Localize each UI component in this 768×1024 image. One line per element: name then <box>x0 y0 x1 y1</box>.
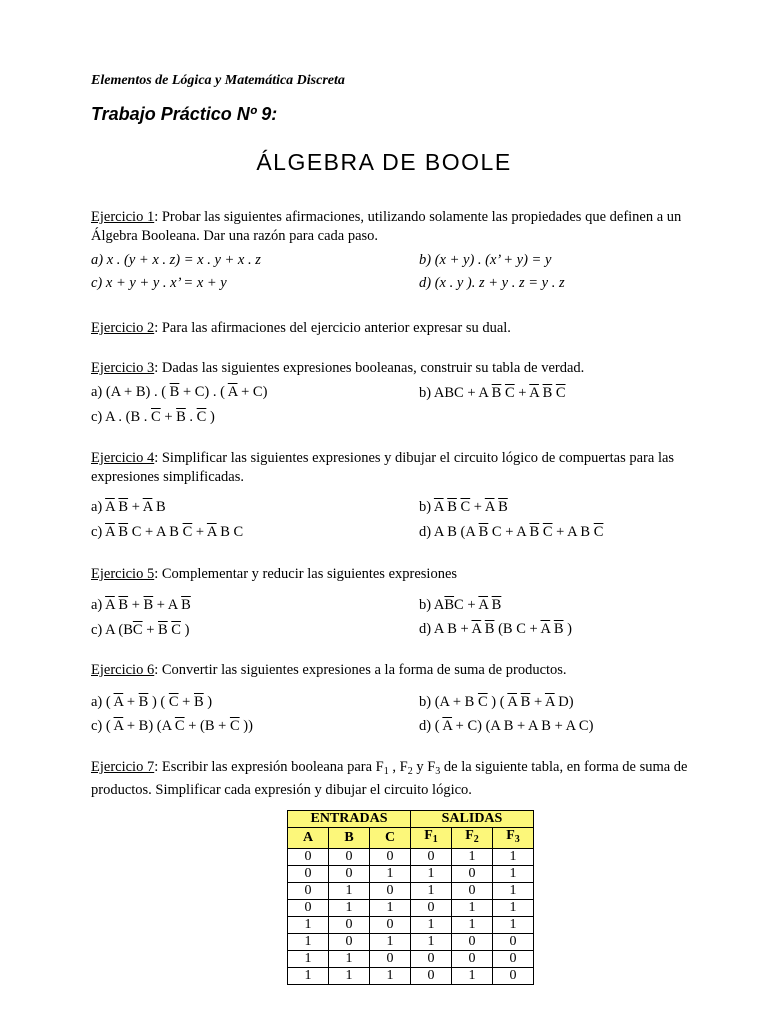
table-cell: 0 <box>452 866 493 883</box>
exercise-5-item-c: c) A (BC + B C ) <box>91 622 190 638</box>
exercise-4-item-a: a) A B + A B <box>91 499 166 515</box>
exercise-3-item-b: b) ABC + A B C + A B C <box>419 385 566 401</box>
col-b: B <box>329 828 370 849</box>
table-cell: 0 <box>288 849 329 866</box>
table-cell: 0 <box>370 917 411 934</box>
table-cell: 1 <box>288 968 329 985</box>
truth-table-body <box>288 849 534 985</box>
table-cell: 1 <box>288 934 329 951</box>
exercise-1-label: Ejercicio 1 <box>91 209 155 225</box>
exercise-1-item-d: d) (x . y ). z + y . z = y . z <box>419 275 565 291</box>
exercise-3-label: Ejercicio 3 <box>91 360 155 376</box>
exercise-4-item-d: d) A B (A B C + A B C + A B C <box>419 524 604 540</box>
table-cell: 1 <box>411 883 452 900</box>
exercise-5-item-b: b) ABC + A B <box>419 597 502 613</box>
table-cell: 0 <box>370 951 411 968</box>
col-f3-letter: F <box>506 828 515 843</box>
table-cell: 0 <box>370 883 411 900</box>
table-row <box>288 917 534 934</box>
exercise-1-item-b: b) (x + y) . (x’ + y) = y <box>419 252 552 268</box>
table-cell: 1 <box>452 917 493 934</box>
table-row <box>288 900 534 917</box>
exercise-7-sub-3: 3 <box>435 766 441 777</box>
table-cell: 1 <box>493 866 534 883</box>
table-cell: 1 <box>452 900 493 917</box>
exercise-2-statement <box>91 319 701 338</box>
col-f3-sub: 3 <box>514 834 520 845</box>
exercise-7-text-pre: : Escribir las expresión booleana para F <box>154 759 384 775</box>
exercise-7-sub-1: 1 <box>383 766 389 777</box>
table-cell: 1 <box>329 951 370 968</box>
table-cell: 1 <box>288 917 329 934</box>
course-title: Elementos de Lógica y Matemática Discreta <box>91 73 345 88</box>
col-c: C <box>370 828 411 849</box>
table-cell: 0 <box>411 951 452 968</box>
table-cell: 1 <box>452 849 493 866</box>
table-cell: 1 <box>370 934 411 951</box>
exercise-7-statement <box>91 758 701 800</box>
col-f1 <box>411 828 452 849</box>
table-cell: 0 <box>452 951 493 968</box>
exercise-1-item-c: c) x + y + y . x’ = x + y <box>91 275 227 291</box>
table-cell: 0 <box>411 849 452 866</box>
table-cell: 0 <box>493 951 534 968</box>
table-cell: 1 <box>493 883 534 900</box>
table-cell: 1 <box>493 917 534 934</box>
exercise-4-item-c: c) A B C + A B C + A B C <box>91 524 244 540</box>
exercise-3-text: : Dadas las siguientes expresiones booleanas, construir su tabla de verdad. <box>154 360 585 376</box>
exercise-4-item-b: b) A B C + A B <box>419 499 508 515</box>
exercise-5-statement <box>91 565 701 584</box>
col-f2-sub: 2 <box>473 834 479 845</box>
exercise-1-text: : Probar las siguientes afirmaciones, utilizando solamente las propiedades que definen a un Álgebra Booleana. Dar una razón para cada paso. <box>91 209 682 244</box>
table-cell: 1 <box>493 849 534 866</box>
col-f1-letter: F <box>424 828 433 843</box>
table-cell: 1 <box>329 883 370 900</box>
exercise-6-item-b: b) (A + B C ) ( A B + A D) <box>419 694 574 710</box>
page-title: ÁLGEBRA DE BOOLE <box>256 149 512 175</box>
table-cell: 0 <box>288 883 329 900</box>
table-cell: 0 <box>452 883 493 900</box>
table-cell: 0 <box>288 900 329 917</box>
exercise-4-label: Ejercicio 4 <box>91 450 155 466</box>
exercise-4-text: : Simplificar las siguientes expresiones y dibujar el circuito lógico de compuertas para las expresiones simplificadas. <box>91 450 675 485</box>
exercise-7-sub-2: 2 <box>407 766 413 777</box>
col-f3 <box>493 828 534 849</box>
table-cell: 0 <box>288 866 329 883</box>
table-row <box>288 934 534 951</box>
table-cell: 0 <box>411 900 452 917</box>
col-f2 <box>452 828 493 849</box>
table-cell: 1 <box>370 900 411 917</box>
table-cell: 1 <box>288 951 329 968</box>
table-cell: 1 <box>329 900 370 917</box>
table-row <box>288 951 534 968</box>
exercise-2-text: : Para las afirmaciones del ejercicio anterior expresar su dual. <box>154 320 511 336</box>
exercise-1-item-a: a) x . (y + x . z) = x . y + x . z <box>91 252 261 268</box>
table-cell: 1 <box>493 900 534 917</box>
table-row <box>288 883 534 900</box>
exercise-6-item-a: a) ( A + B ) ( C + B ) <box>91 694 213 710</box>
exercise-3-statement <box>91 359 701 378</box>
exercise-3-item-a: a) (A + B) . ( B + C) . ( A + C) <box>91 384 268 400</box>
col-f2-letter: F <box>465 828 474 843</box>
table-cell: 1 <box>411 934 452 951</box>
truth-table-group-header <box>288 811 534 828</box>
table-cell: 0 <box>452 934 493 951</box>
table-cell: 0 <box>329 934 370 951</box>
table-row <box>288 849 534 866</box>
table-cell: 1 <box>411 917 452 934</box>
exercise-6-label: Ejercicio 6 <box>91 662 155 678</box>
table-cell: 1 <box>370 968 411 985</box>
exercise-3-item-c: c) A . (B . C + B . C ) <box>91 409 215 425</box>
table-cell: 0 <box>329 866 370 883</box>
col-a: A <box>288 828 329 849</box>
table-cell: 1 <box>329 968 370 985</box>
exercise-7-text-mid2: y F <box>412 759 436 775</box>
exercise-1-statement <box>91 208 701 246</box>
exercise-7-text-post: de la siguiente tabla, en forma de suma de productos. Simplificar cada expresión y dibujar el circuito lógico. <box>91 759 688 798</box>
exercise-6-text: : Convertir las siguientes expresiones a la forma de suma de productos. <box>154 662 567 678</box>
exercise-6-item-c: c) ( A + B) (A C + (B + C )) <box>91 718 253 734</box>
outputs-header: SALIDAS <box>411 811 534 828</box>
exercise-7-label: Ejercicio 7 <box>91 759 155 775</box>
truth-table <box>287 810 534 985</box>
exercise-4-statement <box>91 449 701 487</box>
table-cell: 1 <box>411 866 452 883</box>
table-cell: 0 <box>493 968 534 985</box>
table-cell: 0 <box>411 968 452 985</box>
exercise-7-text-mid1: , F <box>388 759 408 775</box>
table-cell: 1 <box>370 866 411 883</box>
table-cell: 1 <box>452 968 493 985</box>
exercise-6-item-d: d) ( A + C) (A B + A B + A C) <box>419 718 594 734</box>
table-cell: 0 <box>329 849 370 866</box>
table-cell: 0 <box>370 849 411 866</box>
table-cell: 0 <box>493 934 534 951</box>
exercise-2-label: Ejercicio 2 <box>91 320 155 336</box>
table-cell: 0 <box>329 917 370 934</box>
table-row <box>288 866 534 883</box>
exercise-5-item-a: a) A B + B + A B <box>91 597 191 613</box>
truth-table-column-header <box>288 828 534 849</box>
exercise-5-text: : Complementar y reducir las siguientes expresiones <box>154 566 458 582</box>
exercise-5-label: Ejercicio 5 <box>91 566 155 582</box>
practical-work-title: Trabajo Práctico Nº 9: <box>91 104 278 124</box>
table-row <box>288 968 534 985</box>
col-f1-sub: 1 <box>432 834 438 845</box>
inputs-header: ENTRADAS <box>288 811 411 828</box>
exercise-6-statement <box>91 661 701 680</box>
exercise-5-item-d: d) A B + A B (B C + A B ) <box>419 621 572 637</box>
